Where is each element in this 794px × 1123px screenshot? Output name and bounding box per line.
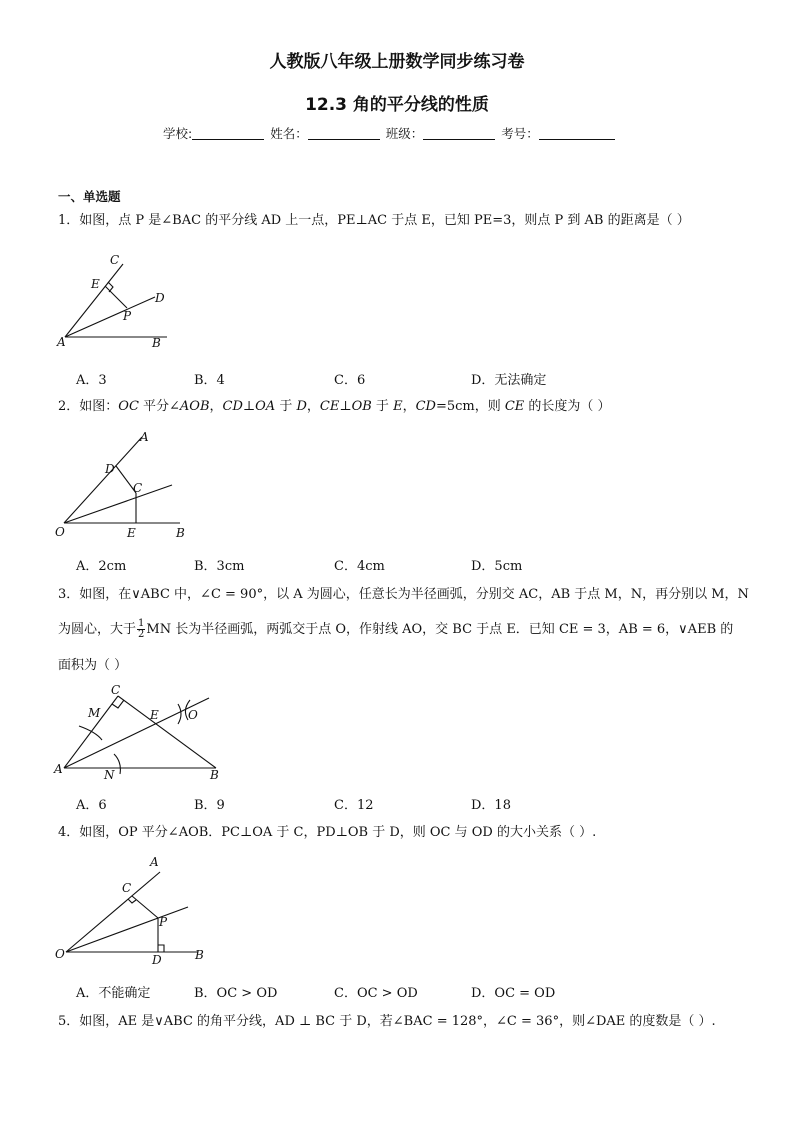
question-4-figure [52,852,217,972]
side-cb [118,696,216,768]
class-blank[interactable] [423,126,495,140]
q1-option-b[interactable]: B．4 [194,373,225,388]
label-e: E [150,708,159,722]
q2-option-a[interactable]: A．2cm [76,559,127,574]
fraction-one-half: $\frac{1}{2}$ [138,618,145,640]
label-d: D [155,291,165,305]
q4-option-b[interactable]: B．OC > OD [194,986,278,1001]
q1-option-a[interactable]: A．3 [76,373,107,388]
label-e: E [127,526,136,540]
q4-option-c[interactable]: C．OC > OD [334,986,418,1001]
label-c: C [133,481,143,495]
q2-option-b[interactable]: B．3cm [194,559,245,574]
right-angle-mark-d [158,945,164,952]
name-blank[interactable] [308,126,380,140]
q1-option-c[interactable]: C．6 [334,373,366,388]
q1-option-d[interactable]: D．无法确定 [471,373,547,388]
label-a: A [54,762,63,776]
q3-option-a[interactable]: A．6 [76,798,107,813]
q4-option-d[interactable]: D．OC = OD [471,986,556,1001]
q3-option-b[interactable]: B．9 [194,798,225,813]
question-3-figure [52,682,227,782]
q3-option-c[interactable]: C．12 [334,798,374,813]
arc-n [114,754,120,774]
label-o: O [55,525,65,539]
segment-pe [105,286,127,308]
label-d: D [152,953,162,967]
ray-ac [65,264,123,337]
page-subtitle: 12.3 角的平分线的性质 [305,95,489,115]
question-3-line-3: 面积为（ ） [58,658,128,673]
label-b: B [195,948,204,962]
question-4-text: 4．如图，OP 平分∠AOB．PC⊥OA 于 C，PD⊥OB 于 D，则 OC 与 OD 的大小关系（ ）. [58,825,597,840]
label-p: P [123,309,132,323]
label-c: C [122,881,132,895]
question-1-figure [55,250,175,350]
info-fields [163,124,617,142]
label-m: M [88,706,101,720]
label-b: B [176,526,185,540]
ray-oc [64,485,172,523]
arc-o-1 [178,704,181,724]
question-3-line-1: 3．如图，在∨ABC 中，∠C = 90°，以 A 为圆心，任意长为半径画弧，分别交 AC，AB 于点 M，N，再分别以 M，N [58,587,749,602]
label-o: O [188,708,198,722]
q2-option-c[interactable]: C．4cm [334,559,385,574]
school-label: 学校: [163,126,193,141]
question-2-figure [52,425,192,545]
label-e: E [91,277,100,291]
ray-ad [65,297,155,337]
label-b: B [210,768,219,782]
exam-no-label: 考号： [501,126,539,141]
q3-option-d[interactable]: D．18 [471,798,511,813]
label-a: A [57,335,66,349]
exam-no-blank[interactable] [539,126,615,140]
section-heading: 一、单选题 [58,189,121,204]
class-label: 班级： [385,126,424,141]
question-3-line-2: 为圆心，大于 $\frac{1}{2}$ MN 长为半径画弧，两弧交于点 O，作射线 AO，交 BC 于点 E．已知 CE = 3，AB = 6，∨AEB 的 [58,618,734,640]
question-1-text: 1．如图，点 P 是∠BAC 的平分线 AD 上一点，PE⊥AC 于点 E，已知 PE=3，则点 P 到 AB 的距离是（ ） [58,213,690,228]
q4-option-a[interactable]: A．不能确定 [76,986,151,1001]
label-o: O [55,947,65,961]
label-a: A [150,855,159,869]
label-b: B [152,336,161,350]
school-blank[interactable] [192,126,264,140]
ray-op [66,907,188,952]
question-2-text: 2．如图：OC 平分∠AOB，CD⊥OA 于 D，CE⊥OB 于 E，CD=5cm，则 CE 的长度为（ ） [58,399,611,414]
page-title: 人教版八年级上册数学同步练习卷 [269,52,525,72]
ray-oa [66,872,160,952]
segment-pc [132,896,158,918]
label-n: N [104,768,115,782]
label-c: C [110,253,120,267]
label-d: D [105,462,115,476]
ray-oa [64,437,142,523]
question-5-text: 5．如图，AE 是∨ABC 的角平分线，AD ⊥ BC 于 D，若∠BAC = 128°，∠C = 36°，则∠DAE 的度数是（ ）. [58,1014,716,1029]
label-p: P [159,915,168,929]
name-label: 姓名： [270,126,308,141]
label-c: C [111,683,121,697]
right-angle-mark-c [128,899,136,903]
q2-option-d[interactable]: D．5cm [471,559,523,574]
label-a: A [140,430,149,444]
